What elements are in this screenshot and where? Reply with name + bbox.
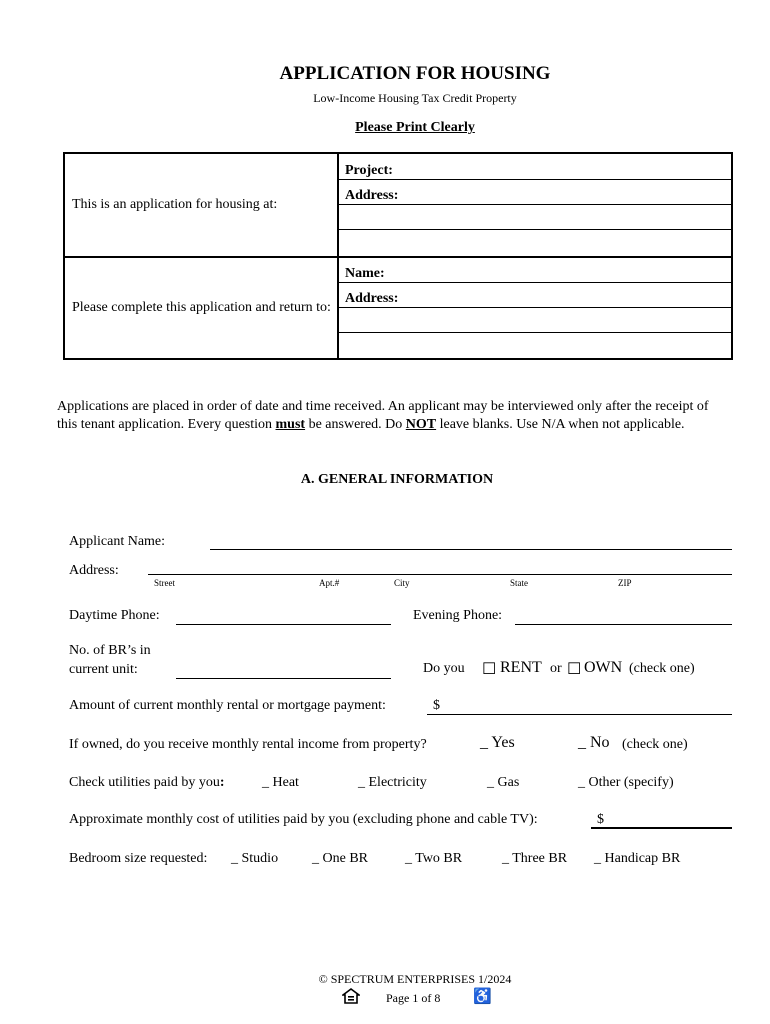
address-input[interactable] xyxy=(148,562,732,575)
evening-phone-label: Evening Phone: xyxy=(413,608,503,623)
contact-table xyxy=(63,152,733,360)
utility-cost-label: Approximate monthly cost of utilities paid by you (excluding phone and cable TV): xyxy=(69,812,538,827)
dollar-sign-2: $ xyxy=(597,812,604,827)
return-name-field[interactable]: Name: xyxy=(339,258,731,283)
three-br-option[interactable]: _ Three BR xyxy=(502,851,568,866)
br-count-label-line1: No. of BR’s in xyxy=(69,643,151,658)
page-title: APPLICATION FOR HOUSING xyxy=(279,63,551,84)
page-subtitle: Low-Income Housing Tax Credit Property xyxy=(313,91,517,105)
print-note: Please Print Clearly xyxy=(355,120,475,135)
own-label: OWN xyxy=(584,659,623,676)
street-label: Street xyxy=(154,578,175,588)
instructions-paragraph: Applications are placed in order of date and time received. An applicant may be interviewed only after the receipt of this tenant application. Every question must be answered. Do NOT leave blanks. Use N/A when not applicable. xyxy=(57,399,709,432)
zip-label: ZIP xyxy=(618,578,632,588)
apt-label: Apt.# xyxy=(319,578,340,588)
dollar-sign: $ xyxy=(433,698,440,713)
two-br-option[interactable]: _ Two BR xyxy=(405,851,463,866)
return-address-line-3[interactable] xyxy=(339,333,731,358)
housing-at-label: This is an application for housing at: xyxy=(64,153,338,257)
do-you-label: Do you xyxy=(423,661,465,676)
utilities-label: Check utilities paid by you: xyxy=(69,775,225,790)
rent-label: RENT xyxy=(500,659,542,676)
or-label: or xyxy=(550,661,562,676)
check-one-label: (check one) xyxy=(629,661,695,676)
applicant-name-label: Applicant Name: xyxy=(69,534,166,549)
check-one-label-2: (check one) xyxy=(622,737,688,752)
rental-income-question: If owned, do you receive monthly rental income from property? xyxy=(69,737,427,752)
electricity-option[interactable]: _ Electricity xyxy=(358,775,427,790)
one-br-option[interactable]: _ One BR xyxy=(312,851,368,866)
copyright: © SPECTRUM ENTERPRISES 1/2024 xyxy=(318,972,512,986)
return-address-line-2[interactable] xyxy=(339,308,731,333)
rent-checkbox[interactable]: ☐ xyxy=(482,661,497,678)
page-number: Page 1 of 8 xyxy=(386,991,441,1005)
section-heading: A. GENERAL INFORMATION xyxy=(300,472,494,487)
daytime-phone-label: Daytime Phone: xyxy=(69,608,160,623)
no-option[interactable]: _ No xyxy=(578,734,610,751)
address-line-2[interactable] xyxy=(339,205,731,230)
wheelchair-icon: ♿ xyxy=(473,989,492,1005)
address-field[interactable]: Address: xyxy=(339,180,731,205)
heat-option[interactable]: _ Heat xyxy=(262,775,299,790)
utility-cost-input[interactable] xyxy=(591,815,732,829)
studio-option[interactable]: _ Studio xyxy=(231,851,279,866)
gas-option[interactable]: _ Gas xyxy=(487,775,520,790)
applicant-name-input[interactable] xyxy=(210,537,732,550)
address-line-3[interactable] xyxy=(339,230,731,255)
evening-phone-input[interactable] xyxy=(515,612,732,625)
yes-option[interactable]: _ Yes xyxy=(480,734,515,751)
equal-housing-icon xyxy=(342,988,360,1009)
br-count-label-line2: current unit: xyxy=(69,662,138,677)
other-option[interactable]: _ Other (specify) xyxy=(578,775,674,790)
return-address-field[interactable]: Address: xyxy=(339,283,731,308)
state-label: State xyxy=(510,578,528,588)
return-to-label: Please complete this application and return to: xyxy=(64,257,338,359)
handicap-br-option[interactable]: _ Handicap BR xyxy=(594,851,681,866)
br-count-input[interactable] xyxy=(176,666,391,679)
daytime-phone-input[interactable] xyxy=(176,612,391,625)
address-label: Address: xyxy=(69,563,119,578)
project-field[interactable]: Project: xyxy=(339,155,731,180)
own-checkbox[interactable]: ☐ xyxy=(567,661,582,678)
rental-payment-label: Amount of current monthly rental or mortgage payment: xyxy=(69,698,386,713)
city-label: City xyxy=(394,578,410,588)
rental-payment-input[interactable] xyxy=(427,702,732,715)
bedroom-size-label: Bedroom size requested: xyxy=(69,851,208,866)
